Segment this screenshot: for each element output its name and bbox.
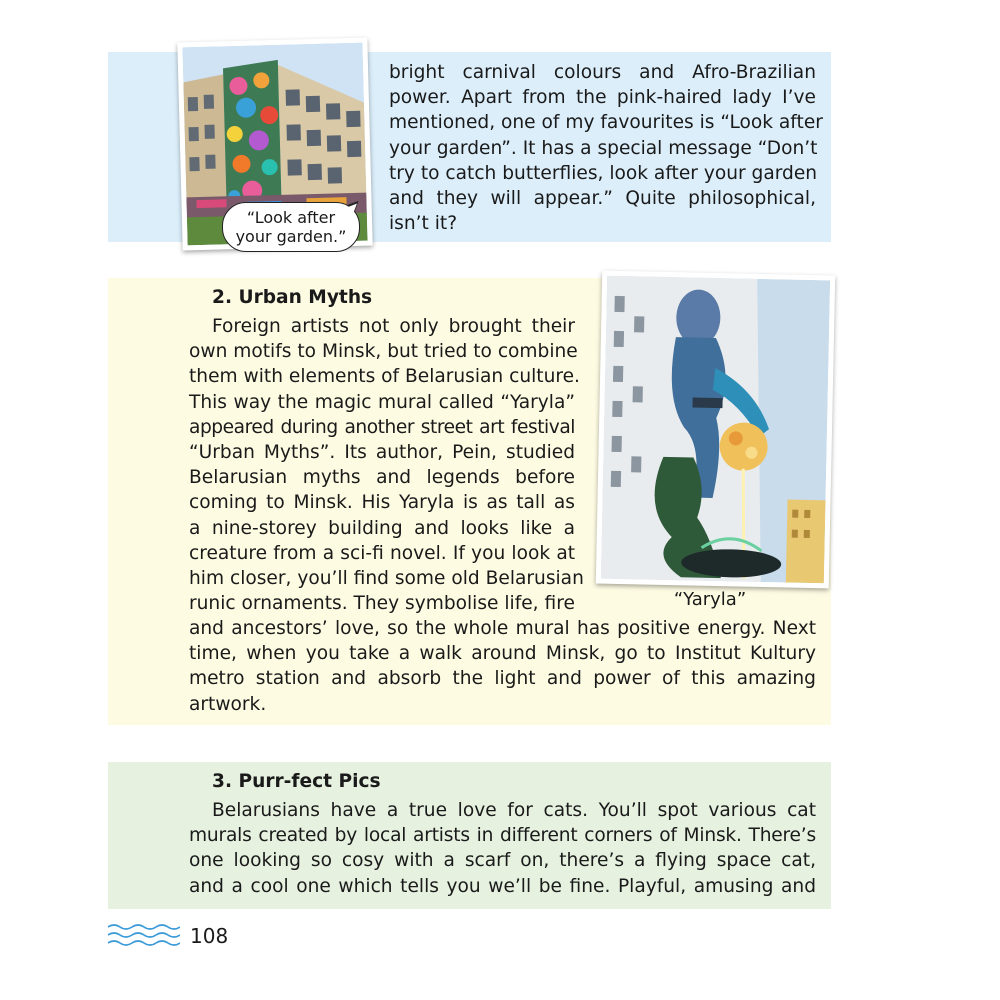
text-line: and a cool one which tells you we’ll be fine. Playful, amusing and <box>189 875 816 897</box>
text-line: appeared during another street art festival <box>189 416 575 438</box>
speech-bubble <box>222 202 360 252</box>
text-line: “Urban Myths”. Its author, Pein, studied <box>189 441 575 463</box>
section-3-text <box>189 798 816 899</box>
text-line: Belarusian myths and legends before <box>189 467 575 489</box>
text-line: artwork. <box>189 693 267 715</box>
text-line: him closer, you’ll find some old Belarusian <box>189 567 584 589</box>
text-line: bright carnival colours and Afro-Brazilian <box>389 62 816 83</box>
text-line: your garden”. It has a special message “Don’t <box>389 137 818 159</box>
text-line: them with elements of Belarusian culture. <box>189 366 580 388</box>
section-2-text-wrapped <box>189 314 584 616</box>
text-line: metro station and absorb the light and power of this amazing <box>189 668 816 690</box>
mural-photo-yaryla <box>596 271 836 589</box>
text-line: murals created by local artists in different corners of Minsk. There’s <box>189 825 816 847</box>
text-line: and ancestors’ love, so the whole mural has positive energy. Next <box>189 618 816 639</box>
text-line: own motifs to Minsk, but tried to combine <box>189 341 578 363</box>
text-line: mentioned, one of my favourites is “Look after <box>389 112 823 134</box>
text-line: one looking so cosy with a scarf on, there’s a flying space cat, <box>189 850 816 872</box>
wave-decoration-icon <box>106 922 180 948</box>
text-line: isn’t it? <box>389 213 458 235</box>
text-line: a nine-storey building and looks like a <box>189 517 575 539</box>
section-2-text-full <box>189 616 816 717</box>
section-3-heading: 3. Purr-fect Pics <box>212 771 381 792</box>
text-line: try to catch butterflies, look after your garden <box>389 162 818 184</box>
text-line: Belarusians have a true love for cats. You’ll spot various cat <box>212 800 816 821</box>
text-line: power. Apart from the pink-haired lady I’ve <box>389 87 816 109</box>
text-line: runic ornaments. They symbolise life, fire <box>189 593 575 615</box>
text-line: time, when you take a walk around Minsk, go to Institut Kultury <box>189 643 816 665</box>
text-line: coming to Minsk. His Yaryla is as tall as <box>189 492 575 514</box>
text-line: This way the magic mural called “Yaryla” <box>189 391 575 413</box>
section-1-text <box>389 60 823 236</box>
text-line: Foreign artists not only brought their <box>212 316 575 337</box>
text-line: creature from a sci-fi novel. If you look at <box>189 542 575 564</box>
bubble-text-line: your garden.” <box>235 227 347 246</box>
page-number: 108 <box>190 924 229 948</box>
bubble-text-line: “Look after <box>246 208 336 227</box>
yaryla-caption: “Yaryla” <box>673 589 747 610</box>
yaryla-mural-image <box>601 276 830 584</box>
text-line: and they will appear.” Quite philosophical, <box>389 187 816 209</box>
section-2-heading: 2. Urban Myths <box>212 287 373 308</box>
